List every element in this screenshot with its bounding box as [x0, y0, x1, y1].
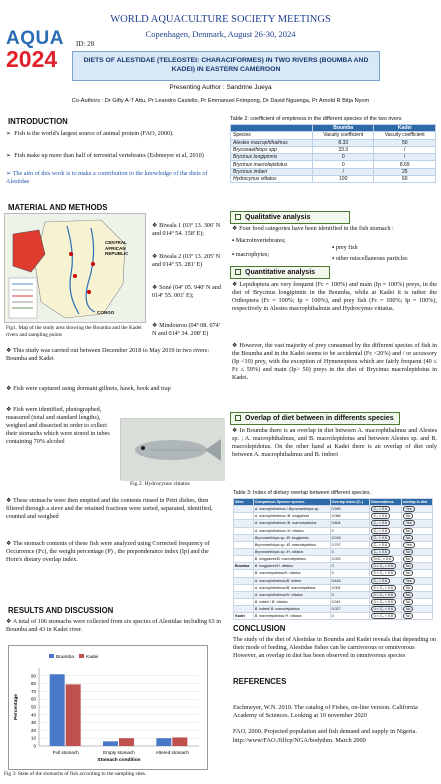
intro-bullet-text: Fish make up more than half of terrestrial vertebrates (Eshmeyer et al, 2010) — [14, 152, 204, 159]
title-line-2: KADEI) IN EASTERN CAMEROON — [171, 66, 281, 74]
table3-cell — [401, 606, 432, 613]
table3-header-cell: Sites — [234, 499, 254, 506]
table3-cell — [401, 513, 432, 520]
table2-cell: Hydrocynus vittatus — [231, 176, 313, 183]
observation-oval: C₀ < 0.6 — [371, 549, 390, 555]
overlap-oval: No — [403, 556, 414, 562]
overlap-oval: No — [403, 549, 414, 555]
table3-header-cell: Observations — [369, 499, 401, 506]
table3-cell: 0 — [330, 527, 369, 534]
observation-oval: 0 < C₀ < 0.6 — [371, 599, 396, 605]
table3-cell: A. macrophthalmus/B. macrolepidotus — [253, 584, 330, 591]
table3-cell — [401, 584, 432, 591]
table3-cell — [234, 570, 254, 577]
food-cat-text: macrophytes; — [235, 251, 270, 258]
table2-cell: Brycinus longipinnis — [231, 154, 313, 161]
y-tick-label: 80 — [30, 681, 36, 687]
table2-header-cell — [231, 125, 313, 132]
table3-cell: Boumba — [234, 563, 254, 570]
table3-header-cell: Comparison Species species — [253, 499, 330, 506]
conference-title: WORLD AQUACULTURE SOCIETY MEETINGS — [110, 14, 331, 25]
table3-cell — [401, 534, 432, 541]
table3-cell — [369, 577, 401, 584]
overlap-oval: No — [403, 570, 414, 576]
presenting-author: Presenting Author : Sandrine Jueya — [169, 84, 272, 91]
table3-header-row — [234, 499, 433, 506]
processing-text: These stomachs were then emptied and the contents rinsed in Petri dishes, then filtered through a sieve and the retained fractions were sorted, separated, identified, counted and weighed — [6, 497, 213, 521]
table-row — [234, 548, 433, 555]
table3-cell — [369, 527, 401, 534]
bar-kadei — [119, 738, 134, 746]
table-row — [234, 591, 433, 598]
station-biwala-1: ❖ Biwala 1 (03º 13. 306' N and 014º 54. 158' E); — [152, 222, 221, 238]
table3-cell: Kadei — [234, 613, 254, 620]
table3-cell: 0.066 — [330, 513, 369, 520]
table3-cell: B. macrolepidotus/H. vittatus — [253, 570, 330, 577]
references-heading: REFERENCES — [233, 677, 287, 686]
bar-boumba — [156, 738, 171, 746]
observation-oval: 0 < C₀ < 0.6 — [371, 592, 396, 598]
poster-header — [0, 0, 441, 110]
y-tick-label: 10 — [30, 735, 36, 741]
vacuity-table — [230, 124, 436, 183]
legend-swatch — [79, 654, 84, 658]
food-cat-text: Macroinvertebrates; — [235, 237, 286, 244]
observation-oval: C₀ > 0.6 — [371, 520, 390, 526]
bar-kadei — [172, 737, 187, 746]
table-row — [234, 520, 433, 527]
table3-cell — [401, 613, 432, 620]
y-tick-label: 90 — [30, 673, 36, 679]
bar-kadei — [66, 684, 81, 746]
table3-cell — [234, 534, 254, 541]
table3-cell: Bryconaethiops sp. /B. macrolepidotus — [253, 541, 330, 548]
fig2-caption: Fig 2. Hydrocynus vittatus — [130, 481, 190, 487]
table3-cell: 0.797 — [330, 541, 369, 548]
table3-cell — [369, 613, 401, 620]
table-row — [234, 598, 433, 605]
table-row — [231, 176, 436, 183]
table3-cell — [369, 506, 401, 513]
table-row — [234, 513, 433, 520]
results-heading: RESULTS AND DISCUSSION — [8, 606, 114, 615]
table3-cell — [234, 513, 254, 520]
table-row — [231, 154, 436, 161]
table3-cell: 0 — [330, 548, 369, 555]
table3-cell: A. macrophthalmus / Bryconaethiops sp. — [253, 506, 330, 513]
y-axis-label: Percentage — [14, 694, 19, 720]
analysis-indices: ❖ The stomach contents of these fish were analyzed using Corrected frequency of Occurrence (Fc), the weight percentage (P) , the preponderance index (Ip) and the Horn's dietary overlap index. — [6, 540, 210, 564]
table3-cell: 0 — [330, 591, 369, 598]
table2-subheader-cell: Vacuity coefficient — [374, 132, 436, 139]
table-row — [231, 168, 436, 175]
references-list — [233, 704, 438, 745]
table3-cell — [401, 548, 432, 555]
table3-cell: B. macrolepidotus/ H. vittatus — [253, 613, 330, 620]
table3-cell — [369, 520, 401, 527]
overlap-oval: No — [403, 606, 414, 612]
overlap-oval: No — [403, 535, 414, 541]
table3-cell: 0.003 — [330, 556, 369, 563]
table2-subheader-cell: Vacuity coefficient — [312, 132, 374, 139]
table3-cell — [401, 541, 432, 548]
observation-oval: 0 < C₀ < 0.6 — [371, 570, 396, 576]
station-biwala-2: ❖ Biwala 2 (03º 13. 205' N and 014º 55. 281' E) — [152, 253, 221, 269]
table3-cell — [369, 541, 401, 548]
table-row — [234, 563, 433, 570]
table3-cell — [234, 591, 254, 598]
poster-title — [72, 51, 380, 81]
table2-cell: Alestes macrophthalmus — [231, 139, 313, 146]
results-total: ❖ A total of 106 stomachs were collected from six species of Alestidae including 63 in Boumba and 43 in Kadei river. — [6, 618, 222, 634]
y-tick-label: 60 — [30, 696, 36, 702]
table3-cell: A. macrophthalmus/H. vittatus — [253, 591, 330, 598]
intro-heading: INTRODUCTION — [8, 117, 68, 126]
table3-cell — [234, 520, 254, 527]
table3-cell: 0.804 — [330, 520, 369, 527]
observation-oval: C₀ < 0.6 — [371, 513, 390, 519]
table3-cell — [401, 520, 432, 527]
observation-oval: 0<C₀ < 0.6 — [371, 556, 394, 562]
table2-header-row — [231, 125, 436, 132]
table3-cell: Bryconaethiops sp. /H. vittatus — [253, 548, 330, 555]
overlap-body: In Boumba there is an overlap in diet between A. macrophthalmus and Alestes sp. ; A. macrophthalmus, and B. macrolepidotus and between Alestes sp. and B. macrolepidotus. On the other hand at Kadei there is an overlap of diet only between A. macrophthalmus and B. imberi — [232, 427, 437, 459]
table-row — [234, 577, 433, 584]
y-tick-label: 70 — [30, 688, 36, 694]
table3-cell — [401, 556, 432, 563]
overlap-oval: Yes — [403, 520, 415, 526]
table-row — [234, 613, 433, 620]
table3-cell — [369, 556, 401, 563]
overlap-oval: No — [403, 599, 414, 605]
table3-cell — [369, 513, 401, 520]
table3-header-cell: Overlap index (C₀) — [330, 499, 369, 506]
table3-cell: 0 — [330, 613, 369, 620]
intro-bullet-1: ➢ Fish is the world's largest source of animal protein (FAO, 2000). — [6, 130, 174, 137]
overlap-oval: Yes — [403, 506, 415, 512]
table2-cell: 8.33 — [312, 139, 374, 146]
qualitative-lead: ❖ Four food categories have been identified in the fish stomach : — [232, 225, 394, 232]
table3-cell — [369, 548, 401, 555]
capture-text: Fish were captured using dormant gillnets, hawk, hook and trap — [13, 385, 171, 392]
hydrocynus-image — [121, 419, 225, 481]
table2-cell: 0 — [312, 154, 374, 161]
study-area-map — [4, 213, 146, 323]
food-cat-text: prey fish — [335, 244, 358, 251]
observation-oval: C₀ > 0.6 — [371, 542, 390, 548]
station-text: Biwala 1 (03º 13. 306' N and 014º 54. 158' E); — [152, 222, 221, 238]
table2-cell: / — [312, 168, 374, 175]
fig3-caption: Fig 3: State of the stomachs of fish according to the sampling sites. — [4, 771, 147, 777]
x-tick-label: Full stomach — [52, 750, 79, 755]
table-row — [231, 139, 436, 146]
quantitative-p2: ❖ However, the vast majority of prey consumed by the different species of fish in the Boumba and in the Kadei seems to be accidental (Fc <20%) and / or accessory (Ip <10) prey, with the exception of Hymenoptera which are fairly frequent (40 ≤ Fc ≤ 59%) and main (Ip> 50) preys in the diet of Brycinus macrolepidotus in Kadei. — [232, 342, 437, 382]
methods-heading: MATERIAL AND METHODS — [8, 203, 108, 212]
stomach-state-chart — [8, 645, 208, 770]
table3-cell — [369, 563, 401, 570]
qualitative-heading — [230, 211, 350, 224]
y-tick-label: 0 — [33, 743, 36, 749]
conclusion-text: The study of the diet of Alestidae in Boumba and Kadei reveals that depending on their mode of feeding, Alestidae fishes can be carnivorous or omnivorous However, an overlap in diet has been observed in omnivorous species — [233, 636, 437, 660]
fish-photo — [120, 418, 224, 480]
table3-cell: 0.018 — [330, 534, 369, 541]
table2-cell: 33.3 — [312, 146, 374, 153]
table-row — [231, 161, 436, 168]
quantitative-p2-text: However, the vast majority of prey consumed by the different species of fish in the Boumba and in the Kadei seems to be accidental (Fc <20%) and / or accessory (Ip <10) prey, with the exception of Hymenoptera which are fairly frequent (40 ≤ Fc ≤ 59%) and main (Ip> 50) preys in the diet of Brycinus macrolepidotus in Kadei. — [232, 342, 437, 382]
legend-label: Boumba — [56, 655, 74, 660]
table3-cell: 0 — [330, 570, 369, 577]
table2-subheader-cell: Species — [231, 132, 313, 139]
reference-2: FAO, 2000. Projected population and fish demand and supply in Nigeria. http://www/FAO./filfcp/NGA/bodythm. March 2000 — [233, 728, 418, 744]
table3-cell — [369, 591, 401, 598]
overlap-oval: No — [403, 528, 414, 534]
table3-cell — [234, 606, 254, 613]
fish-identification: ❖ Fish were identified, photographed, measured (total and standard lengths), weighed and dissected in order to collect their stomachs which were stored in tubes containing 70% alcohol — [6, 406, 110, 446]
checkbox-icon — [235, 269, 241, 275]
table3-cell: 0.002 — [330, 584, 369, 591]
table2-cell: 50 — [374, 139, 436, 146]
table2-cell: 60 — [374, 176, 436, 183]
table3-cell: 0 — [330, 563, 369, 570]
legend-label: Kadei — [86, 655, 99, 660]
table2-cell: / — [374, 146, 436, 153]
overlap-heading — [230, 412, 400, 425]
poster-id: ID: 28 — [76, 40, 95, 48]
identification-text: Fish were identified, photographed, measured (total and standard lengths), weighed and dissected in order to collect their stomachs which were stored in tubes containing 70% alcohol — [6, 406, 110, 446]
table3-cell — [369, 606, 401, 613]
x-tick-label: Altered stomach — [155, 750, 189, 755]
qualitative-title: Qualitative analysis — [245, 214, 311, 221]
table3-cell — [401, 577, 432, 584]
table-row — [234, 556, 433, 563]
quantitative-heading — [230, 266, 330, 279]
bar-boumba — [103, 741, 118, 746]
quantitative-title: Quantitative analysis — [245, 269, 316, 276]
co-authors: Co-Authors : Dr Gifty A-T Attu, Pr Leandro Castello, Pr Emmanuel Frimpong, Dr David Nguenga, Pr Arnold R Bitja Nyom — [71, 98, 370, 104]
table2-cell: 8.69 — [374, 161, 436, 168]
overlap-oval: No — [403, 592, 414, 598]
table-row — [234, 534, 433, 541]
table3-cell: B. imberi/ B. macrolepidotus — [253, 606, 330, 613]
overlap-oval: No — [403, 563, 414, 569]
station-text: Mindourou (04º 08. 074' N and 014º 34. 208' E) — [152, 322, 220, 338]
observation-oval: C₀ < 0.6 — [371, 535, 390, 541]
legend-swatch — [49, 654, 54, 658]
food-cat-1: ▪ Macroinvertebrates; — [232, 237, 286, 244]
table3-cell — [401, 591, 432, 598]
study-period: ❖ This study was carried out between December 2018 to May 2019 in two rivers: Boumba and Kadei — [6, 347, 210, 363]
overlap-oval: No — [403, 513, 414, 519]
overlap-table — [233, 498, 433, 620]
y-tick-label: 50 — [30, 704, 36, 710]
observation-oval: C₀ > 0.6 — [371, 578, 390, 584]
table3-cell: 0.999 — [330, 506, 369, 513]
stomach-processing: ❖ These stomachs were then emptied and the contents rinsed in Petri dishes, then filtered through a sieve and the retained fractions were sorted, separated, identified, counted and weighed — [6, 497, 213, 521]
bar-boumba — [50, 674, 65, 746]
overlap-text: ❖ In Boumba there is an overlap in diet between A. macrophthalmus and Alestes sp. ; A. macrophthalmus, and B. macrolepidotus and between Alestes sp. and B. macrolepidotus. On the other hand at Kadei there is an overlap of diet only between A. macrophthalmus and B. imberi — [232, 427, 437, 459]
overlap-title: Overlap of diet between in differents species — [245, 415, 394, 422]
table2-header-cell: Kadei — [374, 125, 436, 132]
table2-cell: Bryconaethiops spp — [231, 146, 313, 153]
map-graphic — [5, 214, 146, 323]
results-total-text: A total of 106 stomachs were collected from six species of Alestidae including 63 in Boumba and 43 in Kadei river. — [6, 618, 222, 634]
overlap-oval: Yes — [403, 542, 415, 548]
table3-cell — [401, 598, 432, 605]
table3-cell — [401, 506, 432, 513]
map-label-congo: CONGO — [97, 310, 115, 315]
table2-cell: 0 — [312, 161, 374, 168]
analysis-text: The stomach contents of these fish were analyzed using Corrected frequency of Occurrence (Fc), the weight percentage (P) , the preponderance index (Ip) and the Horn's dietary overlap index. — [6, 540, 210, 564]
x-tick-label: Empty stomach — [103, 750, 135, 755]
table-row — [234, 506, 433, 513]
food-cat-3: ▪ prey fish — [332, 244, 358, 251]
x-axis-label: Stomach condition — [97, 758, 141, 763]
overlap-oval: Yes — [403, 578, 415, 584]
quantitative-p1: ❖ Lepidoptera are very frequent (Fc = 100%) and main (Ip = 100%) preys, in the diet of Brycinus longipinnis in the Boumba, while at Kadei it is rather the Orthoptera (Fc = 100%; Ip = 100%), and prey fish (Fc = 100%; Ip = 100%), respectively in Alestes macrophthalmus and Hydrocynus vittatus. — [232, 281, 437, 313]
study-period-text: This study was carried out between December 2018 to May 2019 in two rivers: Boumba and Kadei — [6, 347, 210, 363]
table3-cell — [234, 584, 254, 591]
capture-methods: ❖ Fish were captured using dormant gillnets, hawk, hook and trap — [6, 385, 171, 392]
table-row — [231, 146, 436, 153]
table3-cell: 0.041 — [330, 598, 369, 605]
table3-caption: Table 3: Index of dietary overlap between different species. — [233, 490, 372, 496]
table3-cell — [234, 577, 254, 584]
table2-cell: / — [374, 154, 436, 161]
observation-oval: C₀ > 0.6 — [371, 506, 390, 512]
table3-cell — [234, 556, 254, 563]
table3-cell — [401, 570, 432, 577]
title-line-1: DIETS OF ALESTIDAE (TELEOSTEI: CHARACIFORMES) IN TWO RIVERS (BOUMBA AND — [83, 57, 369, 64]
table2-cell: Brycinus macrolepidotus — [231, 161, 313, 168]
table3-cell — [369, 584, 401, 591]
table2-header-cell: Boumba — [312, 125, 374, 132]
table3-cell: B. imberi / B. vittatus — [253, 598, 330, 605]
food-cat-2: ▪ macrophytes; — [232, 251, 270, 258]
station-text: Biwala 2 (03º 13. 205' N and 014º 55. 281' E) — [152, 253, 221, 269]
checkbox-icon — [235, 214, 241, 220]
table3-cell: A. macrophthalmus /H. vittatus — [253, 527, 330, 534]
food-cat-text: other miscellaneous particles — [335, 255, 408, 262]
table3-cell — [369, 534, 401, 541]
table-row — [234, 570, 433, 577]
table3-cell — [369, 598, 401, 605]
observation-oval: 0 < C₀ < 0.6 — [371, 585, 396, 591]
table3-cell — [234, 548, 254, 555]
overlap-oval: No — [403, 585, 414, 591]
table3-cell — [401, 563, 432, 570]
table3-cell: Bryconaethiops sp. /B. longipinnis — [253, 534, 330, 541]
chart-svg — [9, 646, 209, 771]
table3-cell: B. longipinnis/H. vittatus — [253, 563, 330, 570]
table-row — [234, 584, 433, 591]
table3-cell: A. macrophthalmus/B. imberi — [253, 577, 330, 584]
y-tick-label: 40 — [30, 712, 36, 718]
logo-year: 2024 — [6, 46, 58, 72]
observation-oval: C₀ < 0.6 — [371, 528, 390, 534]
table-row — [234, 541, 433, 548]
table3-cell — [369, 570, 401, 577]
reference-1: Eschmeyer, W.N. 2010. The catalog of Fishes, on-line version. California Academy of Sciences. Looking at 10 november 2020 — [233, 704, 418, 720]
table2-cell: Brycinus imberi — [231, 168, 313, 175]
logo-text: AQUA — [6, 28, 64, 49]
station-sone: ❖ Soné (04º 05. 940' N and 014º 55. 001' E); — [152, 284, 221, 300]
qualitative-lead-text: Four food categories have been identified in the fish stomach : — [239, 225, 394, 232]
table2-caption: Table 2: coefficient of emptiness in the different species of the two rivers — [230, 116, 402, 122]
table3-header-cell: overlap in diet — [401, 499, 432, 506]
table3-cell: B. longipinnis/B. macrolepidotus — [253, 556, 330, 563]
quantitative-p1-text: Lepidoptera are very frequent (Fc = 100%) and main (Ip = 100%) preys, in the diet of Brycinus longipinnis in the Boumba, while at Kadei it is rather the Orthoptera (Fc = 100%; Ip = 100%), and prey fish (Fc = 100%; Ip = 100%), respectively in Alestes macrophthalmus and Hydrocynus vittatus. — [232, 281, 437, 313]
table-row — [231, 132, 436, 139]
table-row — [234, 606, 433, 613]
y-tick-label: 20 — [30, 727, 36, 733]
table2-cell: 100 — [312, 176, 374, 183]
table3-cell — [234, 527, 254, 534]
intro-bullet-3: ➢ The aim of this work is to make a contribution to the knowledge of the diets of Alestidae — [6, 170, 208, 186]
table3-cell — [234, 506, 254, 513]
table2-cell: 25 — [374, 168, 436, 175]
checkbox-icon — [235, 415, 241, 421]
intro-bullet-text: The aim of this work is to make a contribution to the knowledge of the diets of Alestidae — [6, 170, 208, 186]
table3-cell — [234, 541, 254, 548]
table-row — [234, 527, 433, 534]
intro-bullet-2: ➢ Fish make up more than half of terrestrial vertebrates (Eshmeyer et al, 2010) — [6, 152, 204, 159]
table3-cell: A. macrophthalmus /B. longipinnis — [253, 513, 330, 520]
station-text: Soné (04º 05. 940' N and 014º 55. 001' E); — [152, 284, 221, 300]
table3-cell: A. macrophthalmus /B. macrolepidotus — [253, 520, 330, 527]
observation-oval: 0 < C₀ < 0.6 — [371, 613, 396, 619]
map-label-car: CENTRAL AFRICAN REPUBLIC — [105, 240, 129, 256]
fig1-caption: Fig1. Map of the study area showing the Boumba and the Kadei rivers and sampling points — [6, 325, 142, 338]
observation-oval: 0 < C₀ < 0.6 — [371, 563, 396, 569]
table3-cell: 0.618 — [330, 577, 369, 584]
intro-bullet-text: Fish is the world's largest source of animal protein (FAO, 2000). — [14, 130, 174, 137]
conclusion-heading: CONCLUSION — [233, 624, 286, 633]
overlap-oval: No — [403, 613, 414, 619]
table3-cell: 0.027 — [330, 606, 369, 613]
observation-oval: 0 < C₀ < 0.6 — [371, 606, 396, 612]
y-tick-label: 30 — [30, 720, 36, 726]
conference-location: Copenhagen, Denmark, August 26-30, 2024 — [145, 29, 296, 39]
food-cat-4: ▪ other miscellaneous particles — [332, 255, 408, 262]
table3-cell — [234, 598, 254, 605]
table3-cell — [401, 527, 432, 534]
station-mindourou: ❖ Mindourou (04º 08. 074' N and 014º 34. 208' E) — [152, 322, 220, 338]
